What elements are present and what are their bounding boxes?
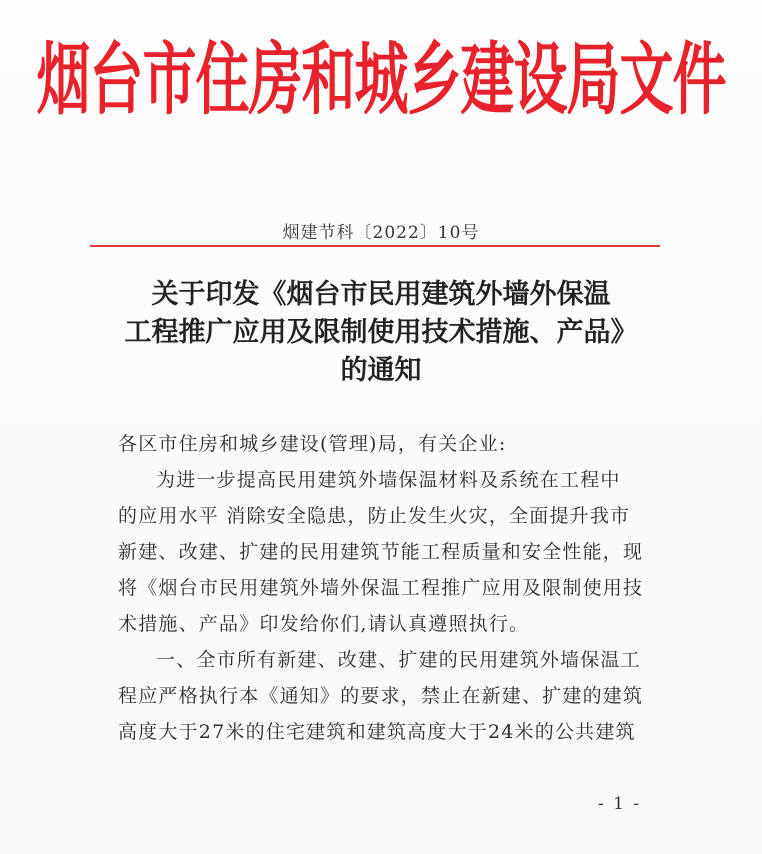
body-line: 的应用水平 消除安全隐患，防止发生火灾，全面提升我市 bbox=[118, 505, 631, 527]
body-line: 将《烟台市民用建筑外墙外保温工程推广应用及限制使用技 bbox=[118, 577, 644, 599]
red-divider-line bbox=[90, 245, 660, 247]
notice-title bbox=[40, 276, 722, 390]
body-line: 术措施、产品》印发给你们,请认真遵照执行。 bbox=[118, 613, 530, 635]
document-number: 烟建节科〔2022〕10号 bbox=[282, 223, 480, 243]
notice-title-line: 的通知 bbox=[340, 355, 422, 386]
salutation: 各区市住房和城乡建设(管理)局，有关企业: bbox=[118, 433, 507, 455]
page-number: - 1 - bbox=[598, 794, 642, 814]
body-line: 程应严格执行本《通知》的要求，禁止在新建、扩建的建筑 bbox=[118, 685, 644, 707]
body-line: 新建、改建、扩建的民用建筑节能工程质量和安全性能，现 bbox=[118, 541, 644, 563]
body-line: 为进一步提高民用建筑外墙保温材料及系统在工程中 bbox=[156, 469, 621, 491]
body-line: 一、全市所有新建、改建、扩建的民用建筑外墙保温工 bbox=[156, 649, 641, 671]
body-line: 高度大于27米的住宅建筑和建筑高度大于24米的公共建筑 bbox=[118, 721, 636, 743]
document-header-title: 烟台市住房和城乡建设局文件 bbox=[36, 34, 726, 126]
notice-title-line: 关于印发《烟台市民用建筑外墙外保温 bbox=[151, 279, 611, 310]
notice-title-line: 工程推广应用及限制使用技术措施、产品》 bbox=[124, 317, 638, 348]
notice-body bbox=[118, 426, 658, 750]
